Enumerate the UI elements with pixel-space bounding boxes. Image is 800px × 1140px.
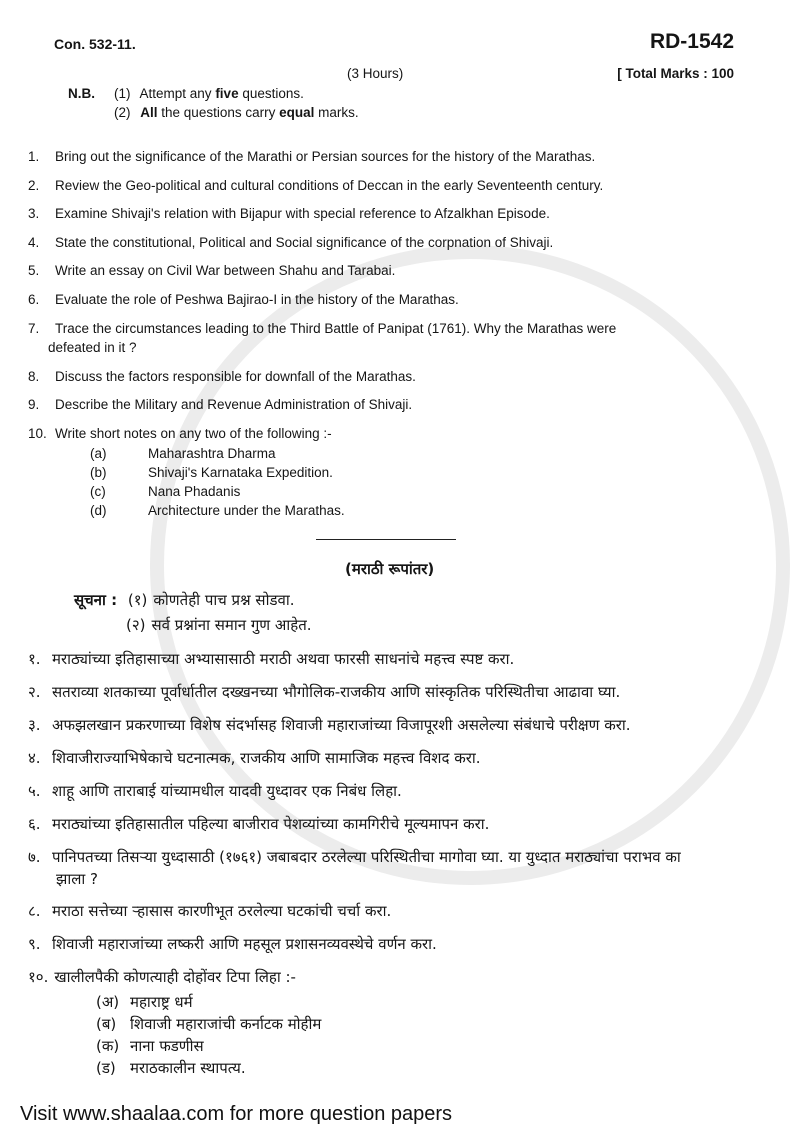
item-number: (a) <box>90 446 107 461</box>
question-mr <box>28 902 391 921</box>
duration: (3 Hours) <box>347 66 404 81</box>
question-en <box>28 206 550 222</box>
item-text: शिवाजीराज्याभिषेकाचे घटनात्मक, राजकीय आणि सामाजिक महत्त्व विशद करा. <box>52 749 481 767</box>
suchana-label: सूचना : <box>74 591 118 609</box>
item-text: Trace the circumstances leading to the Third Battle of Panipat (1761). Why the Marathas were <box>55 321 617 336</box>
item-text: झाला ? <box>56 870 99 888</box>
divider <box>316 539 456 540</box>
item-text: अफझलखान प्रकरणाच्या विशेष संदर्भासह शिवाजी महाराजांच्या विजापूरशी असलेल्या संबंधाचे परीक्षण करा. <box>52 716 631 734</box>
question-en <box>28 178 603 194</box>
item-text: Evaluate the role of Peshwa Bajirao-I in the history of the Marathas. <box>55 292 459 307</box>
question-mr <box>28 782 402 801</box>
question-en <box>28 426 332 442</box>
question-mr <box>28 935 437 954</box>
item-number: 7. <box>28 321 40 336</box>
question-en <box>28 397 412 413</box>
question-mr <box>28 716 631 735</box>
item-number: (b) <box>90 465 107 480</box>
item-number: (c) <box>90 484 106 499</box>
sub-question-mr <box>96 1015 321 1034</box>
sub-question-en <box>90 484 240 500</box>
item-text: पानिपतच्या तिसऱ्या युध्दासाठी (१७६१) जबाबदार ठरलेल्या परिस्थितीचा मागोवा घ्या. या युध्दात मराठ्यांचा पराभव का <box>52 848 681 866</box>
question-mr <box>28 848 681 867</box>
item-number: 6. <box>28 292 40 307</box>
nb-item: (1) Attempt any five questions. <box>114 86 304 101</box>
question-en <box>28 149 595 165</box>
item-number: 1. <box>28 149 40 164</box>
item-text: महाराष्ट्र धर्म <box>130 993 193 1011</box>
item-number: 4. <box>28 235 40 250</box>
item-text: Discuss the factors responsible for downfall of the Marathas. <box>55 369 416 384</box>
question-en <box>28 292 459 308</box>
paper-id: RD-1542 <box>649 30 734 53</box>
item-text: Write short notes on any two of the following :- <box>55 426 332 441</box>
question-mr <box>28 749 481 768</box>
item-text: Describe the Military and Revenue Administration of Shivaji. <box>55 397 413 412</box>
item-text: शाहू आणि ताराबाई यांच्यामधील यादवी युध्दावर एक निबंध लिहा. <box>52 782 402 800</box>
item-number: 8. <box>28 369 40 384</box>
item-text: शिवाजी महाराजांच्या लष्करी आणि महसूल प्रशासनव्यवस्थेचे वर्णन करा. <box>52 935 437 953</box>
item-number: (ड) <box>96 1059 116 1077</box>
item-number: 2. <box>28 178 40 193</box>
sub-question-mr <box>96 1059 246 1078</box>
question-en <box>28 235 553 251</box>
item-text: मराठा सत्तेच्या ऱ्हासास कारणीभूत ठरलेल्या घटकांची चर्चा करा. <box>52 902 392 920</box>
item-number: 9. <box>28 397 40 412</box>
item-number: 5. <box>28 263 40 278</box>
item-text: Maharashtra Dharma <box>148 446 276 461</box>
question-en <box>28 321 616 337</box>
item-text: मराठ्यांच्या इतिहासातील पहिल्या बाजीराव पेशव्यांच्या कामगिरीचे मूल्यमापन करा. <box>52 815 490 833</box>
item-text: मराठ्यांच्या इतिहासाच्या अभ्यासासाठी मराठी अथवा फारसी साधनांचे महत्त्व स्पष्ट करा. <box>52 650 515 668</box>
item-number: 10. <box>28 426 47 441</box>
item-text: Shivaji's Karnataka Expedition. <box>148 465 333 480</box>
item-text: नाना फडणीस <box>130 1037 204 1055</box>
item-text: Nana Phadanis <box>148 484 241 499</box>
footer-promo: Visit www.shaalaa.com for more question papers <box>20 1103 453 1125</box>
question-en <box>28 369 416 385</box>
item-text: defeated in it ? <box>48 340 137 355</box>
item-text: Architecture under the Marathas. <box>148 503 345 518</box>
paper-code: Con. 532-11. <box>54 36 136 52</box>
item-number: (अ) <box>96 993 120 1011</box>
question-mr <box>28 815 489 834</box>
item-number: 3. <box>28 206 40 221</box>
item-text: Write an essay on Civil War between Shahu and Tarabai. <box>55 263 396 278</box>
nb-item: (2) All the questions carry equal marks. <box>114 105 359 120</box>
suchana-item: सूचना : (१) कोणतेही पाच प्रश्न सोडवा. <box>74 591 295 609</box>
question-mr <box>28 968 296 987</box>
question-en-cont <box>48 340 137 356</box>
sub-question-mr <box>96 993 193 1012</box>
item-number: (क) <box>96 1037 120 1055</box>
question-mr <box>28 683 620 702</box>
item-number: ३. <box>28 716 41 734</box>
suchana-item: (२) सर्व प्रश्नांना समान गुण आहेत. <box>126 616 312 634</box>
item-text: State the constitutional, Political and Social significance of the corpnation of Shivaji. <box>55 235 554 250</box>
sub-question-en <box>90 465 333 481</box>
question-en <box>28 263 395 279</box>
item-number: २. <box>28 683 41 701</box>
item-number: (ब) <box>96 1015 117 1033</box>
item-number: (d) <box>90 503 107 518</box>
item-number: ५. <box>28 782 41 800</box>
item-number: १. <box>28 650 41 668</box>
sub-question-en <box>90 446 276 462</box>
item-number: ९. <box>28 935 41 953</box>
item-text: Review the Geo-political and cultural conditions of Deccan in the early Seventeenth century. <box>55 178 604 193</box>
item-text: सतराव्या शतकाच्या पूर्वार्धातील दख्खनच्या भौगोलिक-राजकीय आणि सांस्कृतिक परिस्थितीचा आढावा घ्या. <box>52 683 621 701</box>
item-text: Examine Shivaji's relation with Bijapur with special reference to Afzalkhan Episode. <box>55 206 550 221</box>
item-number: ८. <box>28 902 41 920</box>
item-text: शिवाजी महाराजांची कर्नाटक मोहीम <box>130 1015 322 1033</box>
sub-question-mr <box>96 1037 204 1056</box>
question-mr-cont <box>56 870 98 889</box>
question-mr <box>28 650 514 669</box>
item-text: मराठकालीन स्थापत्य. <box>130 1059 246 1077</box>
item-number: ६. <box>28 815 41 833</box>
item-text: खालीलपैकी कोणत्याही दोहोंवर टिपा लिहा :- <box>54 968 296 986</box>
marathi-title: (मराठी रूपांतर) <box>345 560 435 578</box>
item-number: १०. <box>28 968 49 986</box>
item-text: Bring out the significance of the Marathi or Persian sources for the history of the Marathas. <box>55 149 596 164</box>
sub-question-en <box>90 503 345 519</box>
item-number: ७. <box>28 848 41 866</box>
nb-label: N.B. <box>68 86 95 101</box>
item-number: ४. <box>28 749 41 767</box>
total-marks: [ Total Marks : 100 <box>617 66 734 81</box>
